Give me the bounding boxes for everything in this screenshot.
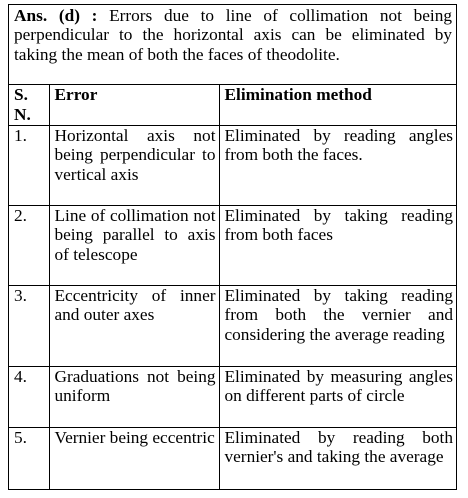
row-error: Line of collimation not being parallel to axis of telescope [49,205,219,285]
row-sn: 5. [9,427,49,489]
errors-table [9,85,456,489]
row-error: Vernier being eccentric [49,427,219,489]
header-elimination: Elimination method [219,85,456,125]
row-error: Eccentricity of inner and outer axes [49,285,219,366]
answer-text: Errors due to line of collimation not being perpendicular to the horizontal axis can be eliminated by taking the mean of both the faces of theodolite. [14,6,452,64]
table-row [9,205,456,285]
row-sn: 1. [9,125,49,205]
row-sn: 4. [9,366,49,427]
answer-lead: Ans. (d) : [14,6,98,25]
table-row [9,366,456,427]
row-sn: 3. [9,285,49,366]
table-row [9,285,456,366]
row-sn: 2. [9,205,49,285]
row-error: Graduations not being uniform [49,366,219,427]
answer-sheet [8,4,457,490]
row-error: Horizontal axis not being perpendicular to vertical axis [49,125,219,205]
header-error: Error [49,85,219,125]
row-elimination: Eliminated by reading both vernier's and taking the average [224,427,453,467]
row-elimination: Eliminated by reading angles from both the faces. [219,125,456,205]
row-elimination: Eliminated by taking reading from both the vernier and considering the average reading [219,285,456,366]
table-header-row [9,85,456,125]
row-elimination: Eliminated by taking reading from both faces [219,205,456,285]
table-row [9,125,456,205]
table-row [9,427,456,489]
row-elimination: Eliminated by measuring angles on different parts of circle [219,366,456,427]
answer-paragraph [9,5,456,85]
header-sn: S. N. [9,85,49,125]
